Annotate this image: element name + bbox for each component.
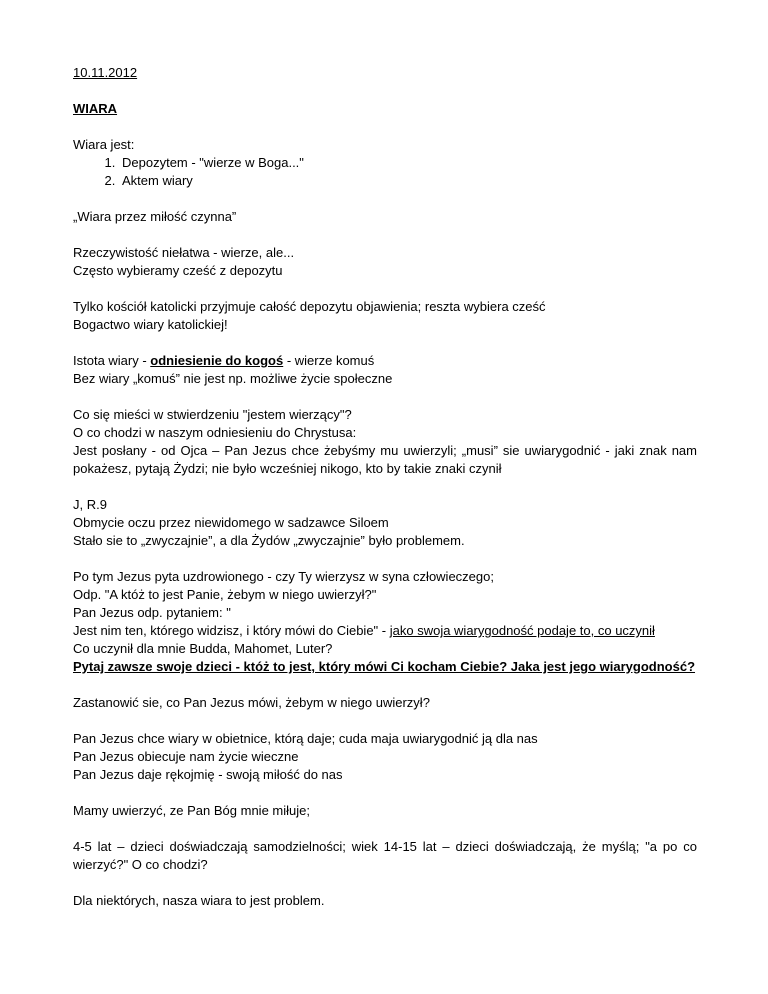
paragraph-line: Dla niektórych, nasza wiara to jest problem.	[73, 893, 325, 908]
underlined-text: jako swoja wiarygodność podaje to, co uczynił	[389, 623, 655, 638]
paragraph-line	[73, 622, 697, 640]
document-title: WIARA	[73, 101, 118, 116]
document-page	[73, 64, 697, 910]
paragraph-line: 4-5 lat – dzieci doświadczają samodzielności; wiek 14-15 lat – dzieci doświadczają, że myślą; "a po co wierzyć?" O co chodzi?	[73, 839, 697, 872]
list-item: 1. Depozytem - "wierze w Boga..."	[119, 154, 697, 172]
quote-line: „Wiara przez miłość czynna”	[73, 209, 237, 224]
paragraph-line: Pan Jezus daje rękojmię - swoją miłość do nas	[73, 767, 343, 782]
paragraph-line: Pan Jezus odp. pytaniem: "	[73, 605, 231, 620]
paragraph-line: J, R.9	[73, 497, 107, 512]
paragraph-line: Tylko kościół katolicki przyjmuje całość depozytu objawienia; reszta wybiera cześć	[73, 299, 546, 314]
wiara-jest-intro: Wiara jest:	[73, 137, 135, 152]
document-date: 10.11.2012	[73, 65, 138, 80]
paragraph-line: O co chodzi w naszym odniesieniu do Chrystusa:	[73, 425, 357, 440]
paragraph-line: Pan Jezus obiecuje nam życie wieczne	[73, 749, 299, 764]
paragraph-line: Bogactwo wiary katolickiej!	[73, 317, 228, 332]
paragraph-line	[73, 352, 697, 370]
paragraph-line: Odp. "A któż to jest Panie, żebym w niego uwierzył?"	[73, 587, 377, 602]
emphasis-paragraph: Pytaj zawsze swoje dzieci - któż to jest, który mówi Ci kocham Ciebie? Jaka jest jego wiarygodność?	[73, 659, 696, 674]
text-span: Jest nim ten, którego widzisz, i który mówi do Ciebie" -	[73, 623, 390, 638]
paragraph-line: Mamy uwierzyć, ze Pan Bóg mnie miłuje;	[73, 803, 310, 818]
paragraph-line: Jest posłany - od Ojca – Pan Jezus chce żebyśmy mu uwierzyli; „musi” sie uwiarygodnić - jaki znak nam pokażesz, pytają Żydzi; nie było wcześniej nikogo, kto by takie znaki czynił	[73, 443, 697, 476]
list-item: 2. Aktem wiary	[119, 172, 697, 190]
text-span: Istota wiary -	[73, 353, 151, 368]
paragraph-line: Pan Jezus chce wiary w obietnice, którą daje; cuda maja uwiarygodnić ją dla nas	[73, 731, 538, 746]
text-span: - wierze komuś	[283, 353, 375, 368]
paragraph-line: Po tym Jezus pyta uzdrowionego - czy Ty wierzysz w syna człowieczego;	[73, 569, 494, 584]
paragraph-line: Zastanowić sie, co Pan Jezus mówi, żebym w niego uwierzył?	[73, 695, 430, 710]
paragraph-line: Bez wiary „komuś” nie jest np. możliwe życie społeczne	[73, 371, 393, 386]
paragraph-line: Co się mieści w stwierdzeniu "jestem wierzący"?	[73, 407, 352, 422]
paragraph-line: Obmycie oczu przez niewidomego w sadzawce Siloem	[73, 515, 389, 530]
wiara-jest-list	[73, 154, 697, 190]
paragraph-line: Często wybieramy cześć z depozytu	[73, 263, 283, 278]
paragraph-line: Rzeczywistość niełatwa - wierze, ale...	[73, 245, 295, 260]
paragraph-line: Stało sie to „zwyczajnie”, a dla Żydów „zwyczajnie” było problemem.	[73, 533, 465, 548]
emphasis-text: odniesienie do kogoś	[150, 353, 284, 368]
paragraph-line: Co uczynił dla mnie Budda, Mahomet, Luter?	[73, 641, 333, 656]
